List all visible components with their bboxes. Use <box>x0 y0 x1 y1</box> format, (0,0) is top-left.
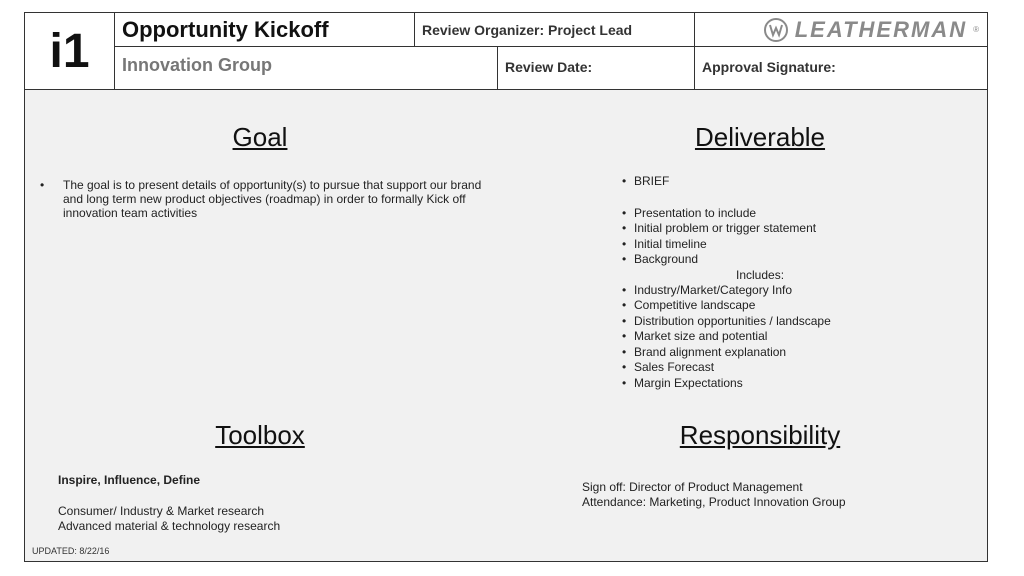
list-item: • Market size and potential <box>620 329 960 345</box>
document-id: i1 <box>25 13 115 89</box>
responsibility-line: Sign off: Director of Product Management <box>582 480 803 494</box>
list-item: • Competitive landscape <box>620 298 960 314</box>
list-item: • Sales Forecast <box>620 360 960 376</box>
list-item: • Industry/Market/Category Info <box>620 283 960 299</box>
list-item: • Distribution opportunities / landscape <box>620 314 960 330</box>
approval-signature-label: Approval Signature: <box>702 59 836 75</box>
header-table <box>24 12 988 90</box>
review-organizer: Review Organizer: Project Lead <box>415 13 695 47</box>
deliverable-heading: Deliverable <box>694 122 826 152</box>
list-item: • Brand alignment explanation <box>620 345 960 361</box>
toolbox-lines <box>58 504 280 534</box>
logo-cell <box>695 13 987 47</box>
updated-date: UPDATED: 8/22/16 <box>32 546 110 556</box>
includes-label: Includes: <box>736 267 785 282</box>
list-item: • Initial problem or trigger statement <box>620 221 960 237</box>
list-item: • BRIEF <box>620 174 960 190</box>
toolbox-bold-line: Inspire, Influence, Define <box>58 473 201 487</box>
leatherman-logo-icon <box>763 17 789 43</box>
deliverable-list <box>620 174 960 391</box>
toolbox-line: Advanced material & technology research <box>58 519 281 533</box>
goal-text: The goal is to present details of opportunity(s) to pursue that support our brand and long term new product objectives (roadmap) in order to formally Kick off innovation team activities <box>63 178 482 220</box>
goal-text-block <box>40 178 490 220</box>
list-item: • Presentation to include <box>620 206 960 222</box>
page-title: Opportunity Kickoff <box>115 13 415 47</box>
logo-text: LEATHERMAN <box>794 16 968 42</box>
toolbox-heading: Toolbox <box>215 420 305 450</box>
list-item: • Initial timeline <box>620 237 960 253</box>
group-name: Innovation Group <box>122 55 272 75</box>
list-item: • Background <box>620 252 960 268</box>
goal-bullet: • <box>40 178 45 192</box>
leatherman-logo <box>763 17 979 43</box>
goal-heading: Goal <box>232 122 288 152</box>
list-item: • Margin Expectations <box>620 376 960 392</box>
registered-mark: ® <box>973 25 979 34</box>
responsibility-lines <box>582 480 846 510</box>
review-date-label: Review Date: <box>497 47 695 89</box>
toolbox-line: Consumer/ Industry & Market research <box>58 504 265 518</box>
responsibility-heading: Responsibility <box>679 420 841 450</box>
responsibility-line: Attendance: Marketing, Product Innovation Group <box>582 495 846 509</box>
